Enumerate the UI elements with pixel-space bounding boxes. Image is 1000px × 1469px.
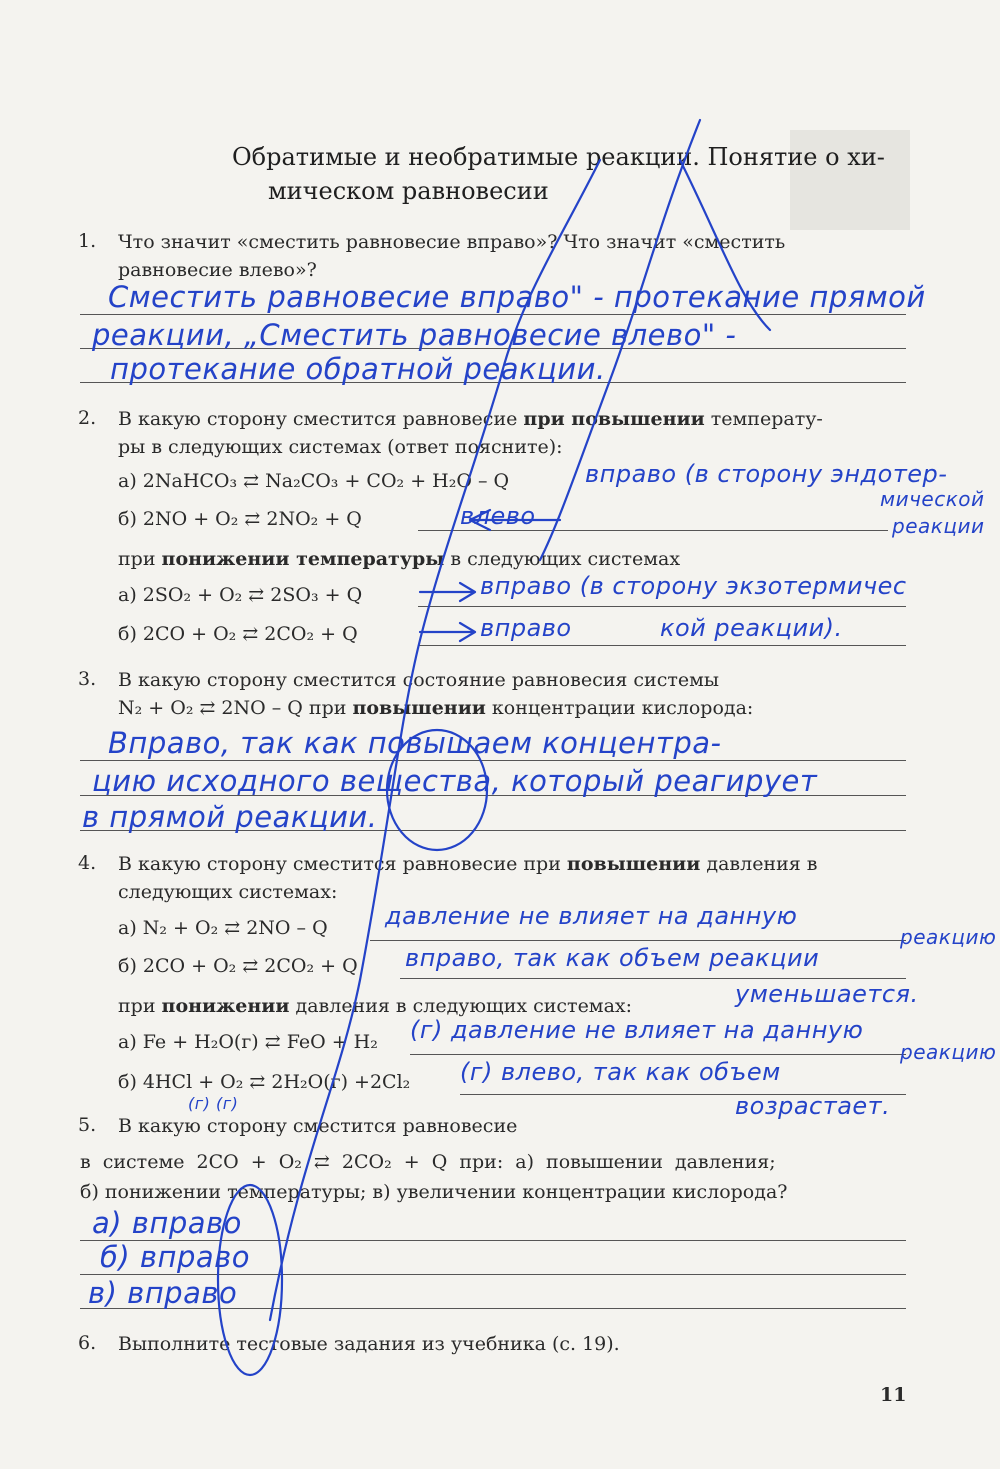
q4-a2-answer-2: реакцию [900,1040,997,1064]
q2-b1-answer: влево [460,502,536,530]
arrow-pen-stroke-2 [420,583,475,601]
q3-answer-line-3: в прямой реакции. [82,800,378,834]
q2-text-line-2: ры в следующих системах (ответ поясните): [118,436,563,458]
q1-number: 1. [78,230,97,252]
q6-number: 6. [78,1332,97,1354]
title-line-2: мическом равновесии [268,177,549,205]
q3-answer-line-2: цию исходного вещества, который реагирует [92,764,818,798]
q5-text-line-2: в системе 2CO + O₂ ⇄ 2CO₂ + Q при: а) повышении давления; [80,1151,776,1173]
q1-text-line-1: Что значит «сместить равновесие вправо»? Что значит «сместить [118,231,786,253]
q4-a1-answer-2: реакцию [900,925,997,949]
answer-line [370,940,906,941]
q2-equation-a2: а) 2SO₂ + O₂ ⇄ 2SO₃ + Q [118,584,363,606]
q4-equation-b1: б) 2CO + O₂ ⇄ 2CO₂ + Q [118,955,358,977]
section-title [232,140,922,208]
q2-number: 2. [78,407,97,429]
answer-line [418,606,906,607]
answer-line [80,1274,906,1275]
q2-b2-answer: вправо [480,614,572,642]
q4-b2-answer: (г) влево, так как объем [460,1058,781,1086]
q5-number: 5. [78,1114,97,1136]
q5-text-line-1: В какую сторону сместится равновесие [118,1115,518,1137]
q4-equation-a2: а) Fe + H₂O(г) ⇄ FeO + H₂ [118,1031,378,1053]
q3-text-line-2: N₂ + O₂ ⇄ 2NO – Q при повышении концентрации кислорода: [118,697,754,719]
q2-a1-answer-2: мической [880,487,985,511]
answer-line [80,314,906,315]
q4-b1-answer-2: уменьшается. [735,980,919,1008]
q4-equation-a1: а) N₂ + O₂ ⇄ 2NO – Q [118,917,328,939]
q5-answer-b: б) вправо [100,1240,250,1274]
q2-text-line-1: В какую сторону сместится равновесие при повышении температу- [118,408,823,430]
q4-a1-answer: давление не влияет на данную [385,902,798,930]
q4-equation-b2: б) 4HCl + O₂ ⇄ 2H₂O(г) +2Cl₂ [118,1071,411,1093]
q4-text-line-2: следующих системах: [118,881,338,903]
answer-line [410,1054,906,1055]
title-line-1: Обратимые и необратимые реакции. Понятие о хи- [232,143,885,171]
q3-number: 3. [78,668,97,690]
q2-equation-b2: б) 2CO + O₂ ⇄ 2CO₂ + Q [118,623,358,645]
q4-number: 4. [78,852,97,874]
q2-equation-b1: б) 2NO + O₂ ⇄ 2NO₂ + Q [118,508,362,530]
answer-line [400,978,906,979]
q6-text: Выполните тестовые задания из учебника (с. 19). [118,1333,620,1355]
q1-answer-line-3: протекание обратной реакции. [110,352,606,386]
q2-a2-answer: вправо (в сторону экзотермичес [480,572,907,600]
q4-a2-answer: (г) давление не влияет на данную [410,1016,864,1044]
q1-text-line-2: равновесие влево»? [118,259,317,281]
answer-line [80,760,906,761]
q4-b2-marks: (г) (г) [188,1094,239,1113]
q3-text-line-1: В какую сторону сместится состояние равновесия системы [118,669,720,691]
q2-text-line-3: при понижении температуры в следующих системах [118,548,681,570]
q1-answer-line-1: Сместить равновесие вправо" - протекание прямой [108,280,926,314]
answer-line [418,645,906,646]
q2-a1-answer-3: реакции [892,514,985,538]
q3-answer-line-1: Вправо, так как повышаем концентра- [108,726,722,760]
q5-text-line-3: б) понижении температуры; в) увеличении концентрации кислорода? [80,1181,788,1203]
q4-b2-answer-2: возрастает. [735,1092,891,1120]
answer-line [418,530,888,531]
q4-text-line-3: при понижении давления в следующих системах: [118,995,633,1017]
q2-equation-a1: а) 2NaHCO₃ ⇄ Na₂CO₃ + CO₂ + H₂O – Q [118,470,510,492]
q2-a1-answer: вправо (в сторону эндотер- [585,460,948,488]
q5-answer-a: а) вправо [92,1206,242,1240]
q2-b2-answer-2: кой реакции). [660,614,843,642]
q4-text-line-1: В какую сторону сместится равновесие при повышении давления в [118,853,818,875]
q5-answer-c: в) вправо [88,1276,238,1310]
q1-answer-line-2: реакции, „Сместить равновесие влево" - [92,318,737,352]
q4-b1-answer: вправо, так как объем реакции [405,944,820,972]
arrow-pen-stroke-3 [420,623,475,641]
page-number: 11 [880,1384,907,1406]
